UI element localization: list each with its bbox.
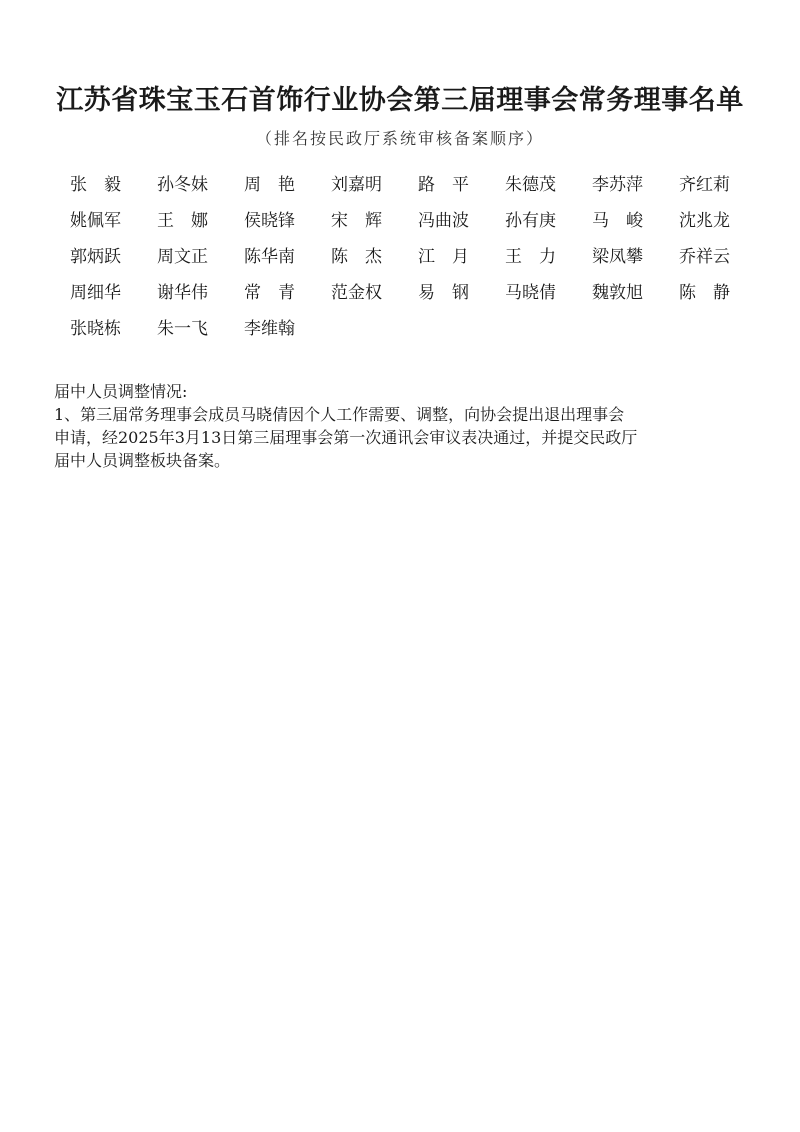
- member-name: 沈兆龙: [679, 211, 730, 231]
- member-name: 张 毅: [70, 175, 121, 195]
- member-name: 谢华伟: [157, 283, 208, 303]
- member-name: 孙有庚: [505, 211, 556, 231]
- member-name: 陈 杰: [331, 247, 382, 267]
- member-name: 周细华: [70, 283, 121, 303]
- member-name: 魏敦旭: [592, 283, 643, 303]
- document-subtitle: （排名按民政厅系统审核备案顺序）: [255, 129, 544, 148]
- name-list: [52, 170, 748, 350]
- member-name: 周文正: [157, 247, 208, 267]
- notes-line: 申请，经2025年3月13日第三届理事会第一次通讯会审议表决通过，并提交民政厅: [54, 428, 638, 447]
- member-name: 常 青: [244, 283, 295, 303]
- member-name: 姚佩军: [70, 211, 121, 231]
- member-name: 易 钢: [418, 283, 469, 303]
- member-name: 郭炳跃: [70, 247, 121, 267]
- member-name: 陈 静: [679, 283, 730, 303]
- member-name: 孙冬妹: [157, 175, 208, 195]
- adjustment-notes: [54, 380, 750, 472]
- member-name: 陈华南: [244, 247, 295, 267]
- member-name: 江 月: [418, 247, 469, 267]
- member-name: 侯晓锋: [244, 211, 295, 231]
- member-name: 王 力: [505, 247, 556, 267]
- member-name: 范金权: [331, 283, 382, 303]
- member-name: 马 峻: [592, 211, 643, 231]
- document-title: 江苏省珠宝玉石首饰行业协会第三届理事会常务理事名单: [56, 85, 744, 116]
- member-name: 刘嘉明: [331, 175, 382, 195]
- member-name: 乔祥云: [679, 247, 730, 267]
- member-name: 路 平: [418, 175, 469, 195]
- member-name: 周 艳: [244, 175, 295, 195]
- member-name: 齐红莉: [679, 175, 730, 195]
- member-name: 李苏萍: [592, 175, 643, 195]
- member-name: 马晓倩: [505, 283, 556, 303]
- member-name: 宋 辉: [331, 211, 382, 231]
- member-name: 李维翰: [244, 319, 295, 339]
- member-name: 冯曲波: [418, 211, 469, 231]
- member-name: 朱一飞: [157, 319, 208, 339]
- notes-line: 届中人员调整板块备案。: [54, 451, 231, 470]
- member-name: 梁凤攀: [592, 247, 643, 267]
- member-name: 朱德茂: [505, 175, 556, 195]
- notes-heading: 届中人员调整情况:: [54, 382, 188, 401]
- member-name: 王 娜: [157, 211, 208, 231]
- member-name: 张晓栋: [70, 319, 121, 339]
- notes-line: 1、第三届常务理事会成员马晓倩因个人工作需要、调整，向协会提出退出理事会: [54, 405, 625, 424]
